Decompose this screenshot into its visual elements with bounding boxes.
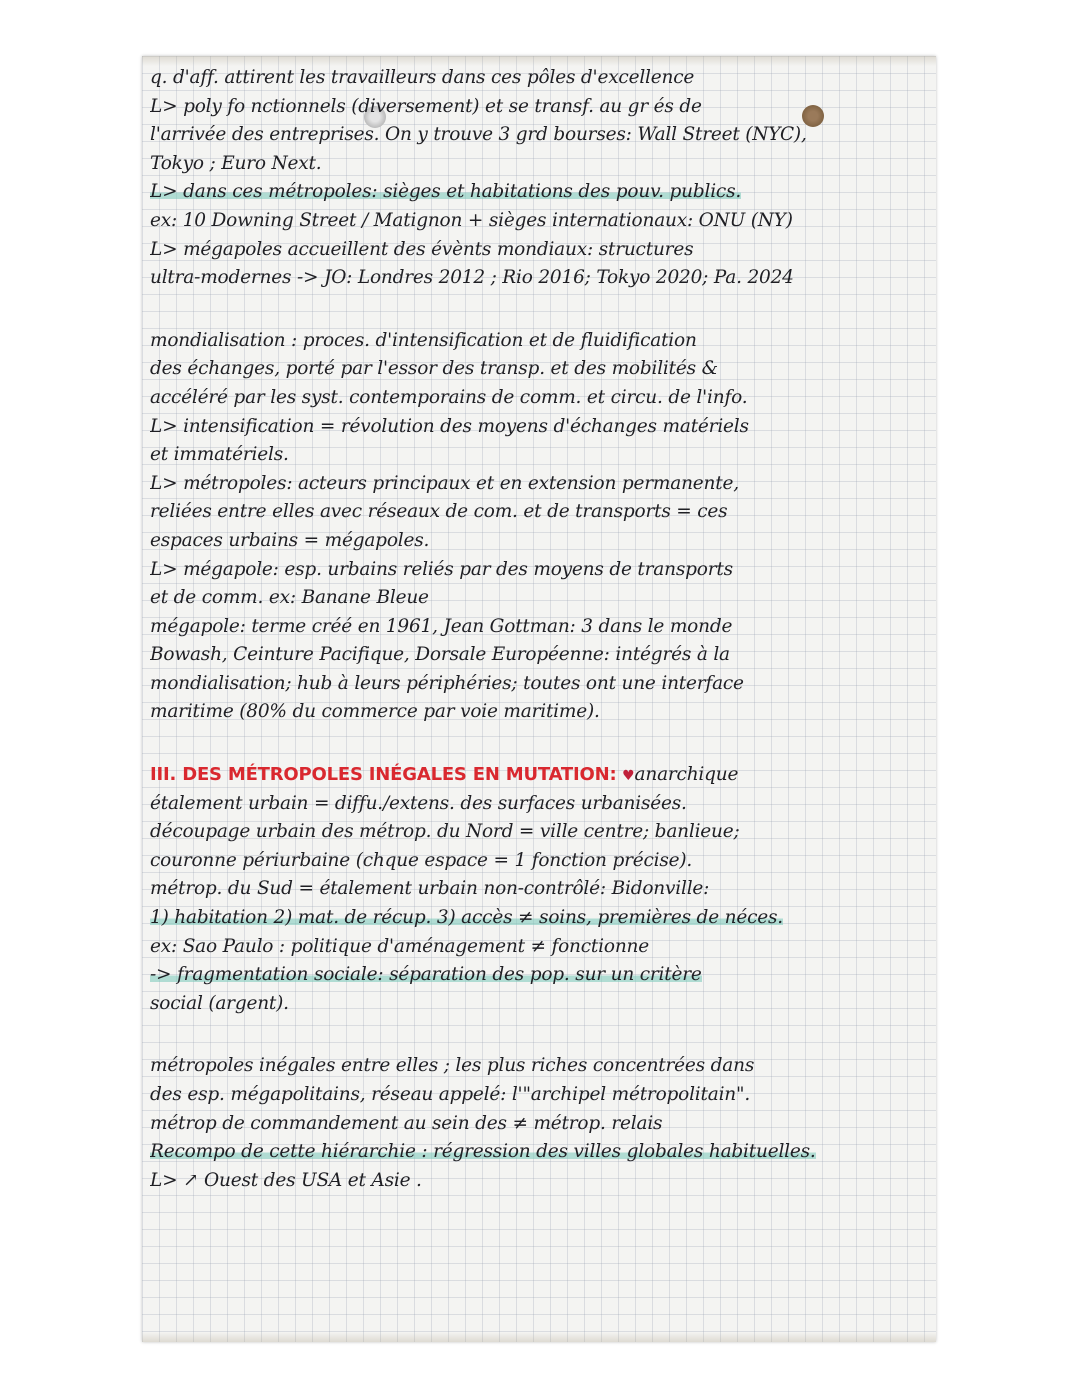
- note-line: ultra-modernes -> JO: Londres 2012 ; Rio 2016; Tokyo 2020; Pa. 2024: [150, 267, 794, 289]
- note-line: mondialisation; hub à leurs périphéries; toutes ont une interface: [150, 672, 744, 694]
- notebook-sheet: [142, 56, 936, 1342]
- note-line: [150, 1138, 926, 1167]
- handwritten-notes: [150, 64, 926, 1195]
- highlighted-text: -> fragmentation sociale: séparation des pop. sur un critère: [150, 964, 702, 986]
- note-line: L> ↗ Ouest des USA et Asie .: [150, 1169, 422, 1191]
- notes-block-section-three: [150, 761, 926, 1018]
- note-line: L> poly fo nctionnels (diversement) et se transf. au gr és de: [150, 95, 702, 117]
- note-line: L> métropoles: acteurs principaux et en extension permanente,: [150, 472, 739, 494]
- highlighted-text: L> dans ces métropoles: sièges et habitations des pouv. publics.: [150, 181, 742, 203]
- note-line: et immatériels.: [150, 444, 289, 466]
- highlighted-text: Recompo de cette hiérarchie : régression des villes globales habituelles.: [150, 1141, 816, 1163]
- notes-block-economy: [150, 64, 926, 293]
- note-line: ex: Sao Paulo : politique d'aménagement ≠ fonctionne: [150, 935, 649, 957]
- note-line: reliées entre elles avec réseaux de com. et de transports = ces: [150, 501, 728, 523]
- note-line: ex: 10 Downing Street / Matignon + sièges internationaux: ONU (NY): [150, 209, 793, 231]
- note-line: métrop. du Sud = étalement urbain non-contrôlé: Bidonville:: [150, 878, 710, 900]
- note-line: étalement urbain = diffu./extens. des surfaces urbanisées.: [150, 792, 687, 814]
- section-heading: III. DES MÉTROPOLES INÉGALES EN MUTATION:: [150, 764, 617, 786]
- spacer: [150, 1018, 926, 1052]
- notes-block-hierarchy: [150, 1052, 926, 1195]
- highlighted-text: 1) habitation 2) mat. de récup. 3) accès ≠ soins, premières de néces.: [150, 907, 783, 929]
- spacer: [150, 293, 926, 327]
- note-line: et de comm. ex: Banane Bleue: [150, 587, 429, 609]
- note-line: métropoles inégales entre elles ; les plus riches concentrées dans: [150, 1055, 755, 1077]
- note-line: maritime (80% du commerce par voie maritime).: [150, 701, 600, 723]
- heart-icon: ♥: [622, 768, 635, 785]
- note-line: [150, 178, 926, 207]
- heading-annotation: anarchique: [634, 764, 739, 786]
- note-line: social (argent).: [150, 992, 289, 1014]
- note-line: l'arrivée des entreprises. On y trouve 3 grd bourses: Wall Street (NYC),: [150, 124, 807, 146]
- notes-block-globalization: [150, 327, 926, 727]
- note-line: Tokyo ; Euro Next.: [150, 152, 322, 174]
- section-heading-line: [150, 761, 926, 790]
- note-line: q. d'aff. attirent les travailleurs dans ces pôles d'excellence: [150, 67, 695, 88]
- note-line: couronne périurbaine (chque espace = 1 fonction précise).: [150, 849, 693, 871]
- note-line: L> mégapoles accueillent des évènts mondiaux: structures: [150, 238, 694, 260]
- note-line: [150, 961, 926, 990]
- note-line: découpage urbain des métrop. du Nord = ville centre; banlieue;: [150, 821, 740, 843]
- spacer: [150, 727, 926, 761]
- note-line: métrop de commandement au sein des ≠ métrop. relais: [150, 1112, 663, 1134]
- note-line: [150, 904, 926, 933]
- note-line: L> intensification = révolution des moyens d'échanges matériels: [150, 415, 749, 437]
- note-line: espaces urbains = mégapoles.: [150, 529, 430, 551]
- note-line: des esp. mégapolitains, réseau appelé: l'"archipel métropolitain".: [150, 1084, 751, 1105]
- note-line: L> mégapole: esp. urbains reliés par des moyens de transports: [150, 558, 733, 580]
- note-line: Bowash, Ceinture Pacifique, Dorsale Européenne: intégrés à la: [150, 644, 730, 666]
- note-line: des échanges, porté par l'essor des transp. et des mobilités &: [150, 358, 718, 380]
- note-line: accéléré par les syst. contemporains de comm. et circu. de l'info.: [150, 386, 748, 408]
- note-line: mégapole: terme créé en 1961, Jean Gottman: 3 dans le monde: [150, 615, 733, 637]
- note-line: mondialisation : proces. d'intensification et de fluidification: [150, 329, 697, 351]
